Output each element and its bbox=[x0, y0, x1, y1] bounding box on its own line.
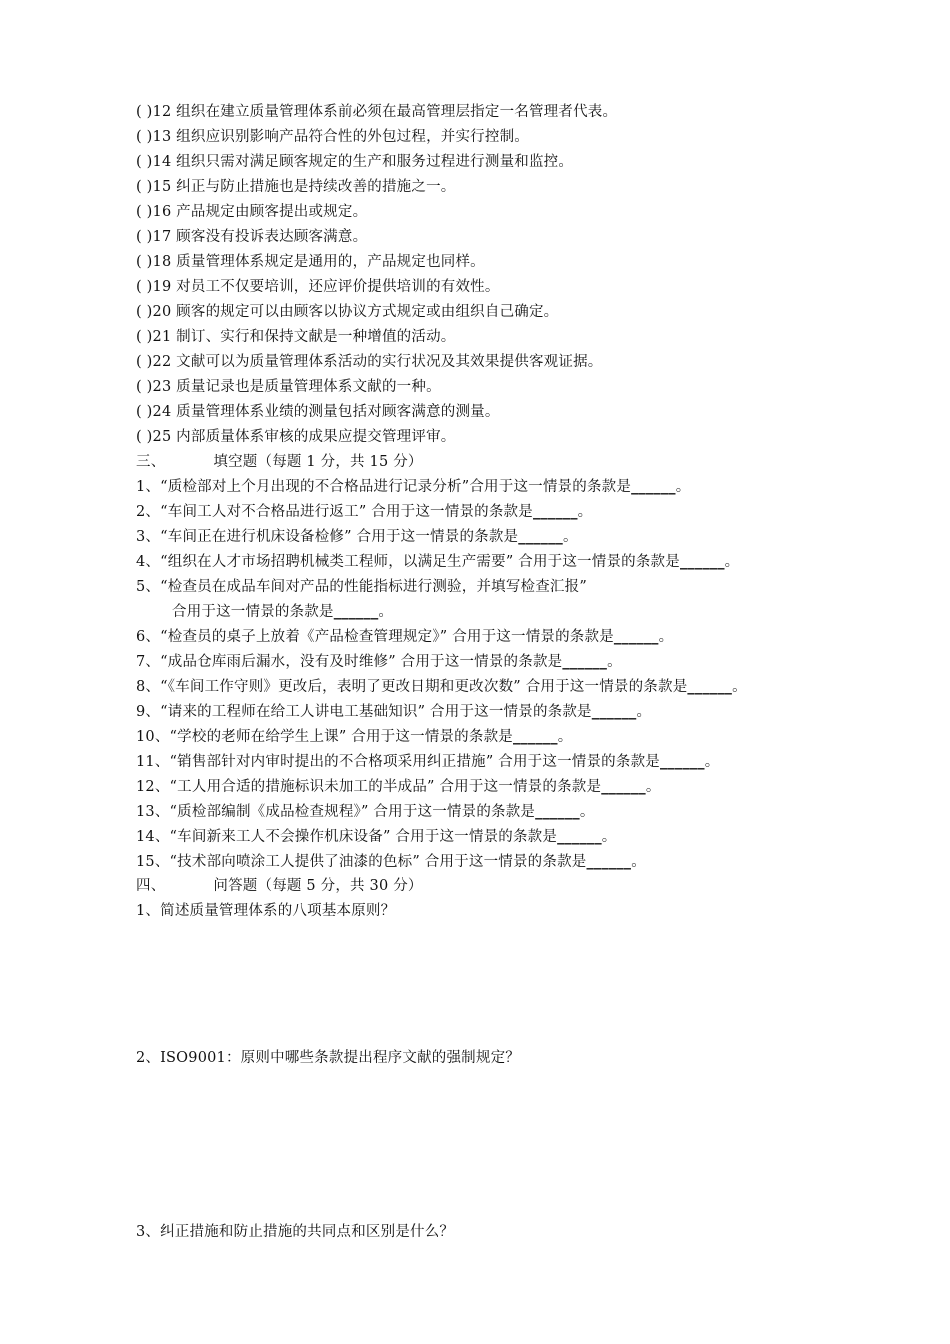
answer-blank: ______ bbox=[586, 853, 632, 870]
fill-item: 10、“学校的老师在给学生上课” 合用于这一情景的条款是______。 bbox=[136, 728, 573, 745]
judgment-item-12: ( )12 组织在建立质量管理体系前必须在最高管理层指定一名管理者代表。 bbox=[136, 104, 618, 120]
judgment-item-13: ( )13 组织应识别影响产品符合性的外包过程，并实行控制。 bbox=[136, 129, 529, 145]
judgment-item-16: ( )16 产品规定由顾客提出或规定。 bbox=[136, 204, 368, 220]
answer-blank: ______ bbox=[333, 603, 379, 620]
fill-item: 14、“车间新来工人不会操作机床设备” 合用于这一情景的条款是______。 bbox=[136, 828, 617, 845]
section-3-number: 三、 bbox=[136, 454, 166, 470]
answer-blank: ______ bbox=[532, 503, 578, 520]
fill-item: 2、“车间工人对不合格品进行返工” 合用于这一情景的条款是______。 bbox=[136, 503, 593, 520]
answer-blank: ______ bbox=[562, 653, 608, 670]
judgment-item-14: ( )14 组织只需对满足顾客规定的生产和服务过程进行测量和监控。 bbox=[136, 154, 574, 170]
fill-item: 1、“质检部对上个月出现的不合格品进行记录分析”合用于这一情景的条款是______。 bbox=[136, 478, 691, 495]
answer-blank: ______ bbox=[659, 753, 705, 770]
judgment-item-21: ( )21 制订、实行和保持文献是一种增值的活动。 bbox=[136, 329, 456, 345]
answer-blank: ______ bbox=[518, 528, 563, 545]
answer-blank: ______ bbox=[512, 728, 558, 745]
judgment-item-18: ( )18 质量管理体系规定是通用的，产品规定也同样。 bbox=[136, 254, 485, 270]
fill-item: 4、“组织在人才市场招聘机械类工程师，以满足生产需要” 合用于这一情景的条款是______。 bbox=[136, 553, 740, 570]
section-4-heading bbox=[136, 876, 423, 896]
judgment-item-15: ( )15 纠正与防止措施也是持续改善的措施之一。 bbox=[136, 179, 456, 195]
judgment-item-23: ( )23 质量记录也是质量管理体系文献的一种。 bbox=[136, 379, 441, 395]
answer-blank: ______ bbox=[679, 553, 725, 570]
judgment-item-24: ( )24 质量管理体系业绩的测量包括对顾客满意的测量。 bbox=[136, 404, 500, 420]
fill-item: 15、“技术部向喷涂工人提供了油漆的色标” 合用于这一情景的条款是______。 bbox=[136, 853, 646, 870]
section-3-title: 填空题（每题 1 分，共 15 分） bbox=[213, 454, 423, 470]
answer-blank: ______ bbox=[535, 803, 580, 820]
question-1: 1、简述质量管理体系的八项基本原则？ bbox=[136, 903, 396, 919]
answer-blank: ______ bbox=[591, 703, 637, 720]
question-2: 2、ISO9001：原则中哪些条款提出程序文献的强制规定？ bbox=[136, 1050, 520, 1066]
fill-item: 12、“工人用合适的措施标识未加工的半成品” 合用于这一情景的条款是______。 bbox=[136, 778, 661, 795]
question-3: 3、纠正措施和防止措施的共同点和区别是什么？ bbox=[136, 1224, 455, 1240]
answer-blank: ______ bbox=[687, 678, 733, 695]
fill-item: 9、“请来的工程师在给工人讲电工基础知识” 合用于这一情景的条款是______。 bbox=[136, 703, 652, 720]
fill-item: 7、“成品仓库雨后漏水，没有及时维修” 合用于这一情景的条款是______。 bbox=[136, 653, 622, 670]
fill-item: 6、“检查员的桌子上放着《产品检查管理规定》” 合用于这一情景的条款是______。 bbox=[136, 628, 674, 645]
section-4-number: 四、 bbox=[136, 878, 166, 894]
section-4-title: 问答题（每题 5 分，共 30 分） bbox=[213, 878, 423, 894]
fill-item: 11、“销售部针对内审时提出的不合格项采用纠正措施” 合用于这一情景的条款是______。 bbox=[136, 753, 720, 770]
answer-blank: ______ bbox=[631, 478, 676, 495]
fill-item-continuation: 合用于这一情景的条款是______。 bbox=[172, 603, 394, 620]
section-3-heading bbox=[136, 452, 423, 472]
fill-item: 5、“检查员在成品车间对产品的性能指标进行测验，并填写检查汇报” bbox=[136, 579, 587, 595]
judgment-item-19: ( )19 对员工不仅要培训，还应评价提供培训的有效性。 bbox=[136, 279, 500, 295]
fill-item: 13、“质检部编制《成品检查规程》” 合用于这一情景的条款是______。 bbox=[136, 803, 595, 820]
fill-item: 3、“车间正在进行机床设备检修” 合用于这一情景的条款是______。 bbox=[136, 528, 578, 545]
judgment-item-25: ( )25 内部质量体系审核的成果应提交管理评审。 bbox=[136, 429, 456, 445]
answer-blank: ______ bbox=[601, 778, 646, 795]
judgment-item-20: ( )20 顾客的规定可以由顾客以协议方式规定或由组织自己确定。 bbox=[136, 304, 559, 320]
answer-blank: ______ bbox=[613, 628, 659, 645]
judgment-item-22: ( )22 文献可以为质量管理体系活动的实行状况及其效果提供客观证据。 bbox=[136, 354, 603, 370]
judgment-item-17: ( )17 顾客没有投诉表达顾客满意。 bbox=[136, 229, 368, 245]
answer-blank: ______ bbox=[557, 828, 602, 845]
fill-item: 8、“《车间工作守则》更改后，表明了更改日期和更改次数” 合用于这一情景的条款是______。 bbox=[136, 678, 747, 695]
